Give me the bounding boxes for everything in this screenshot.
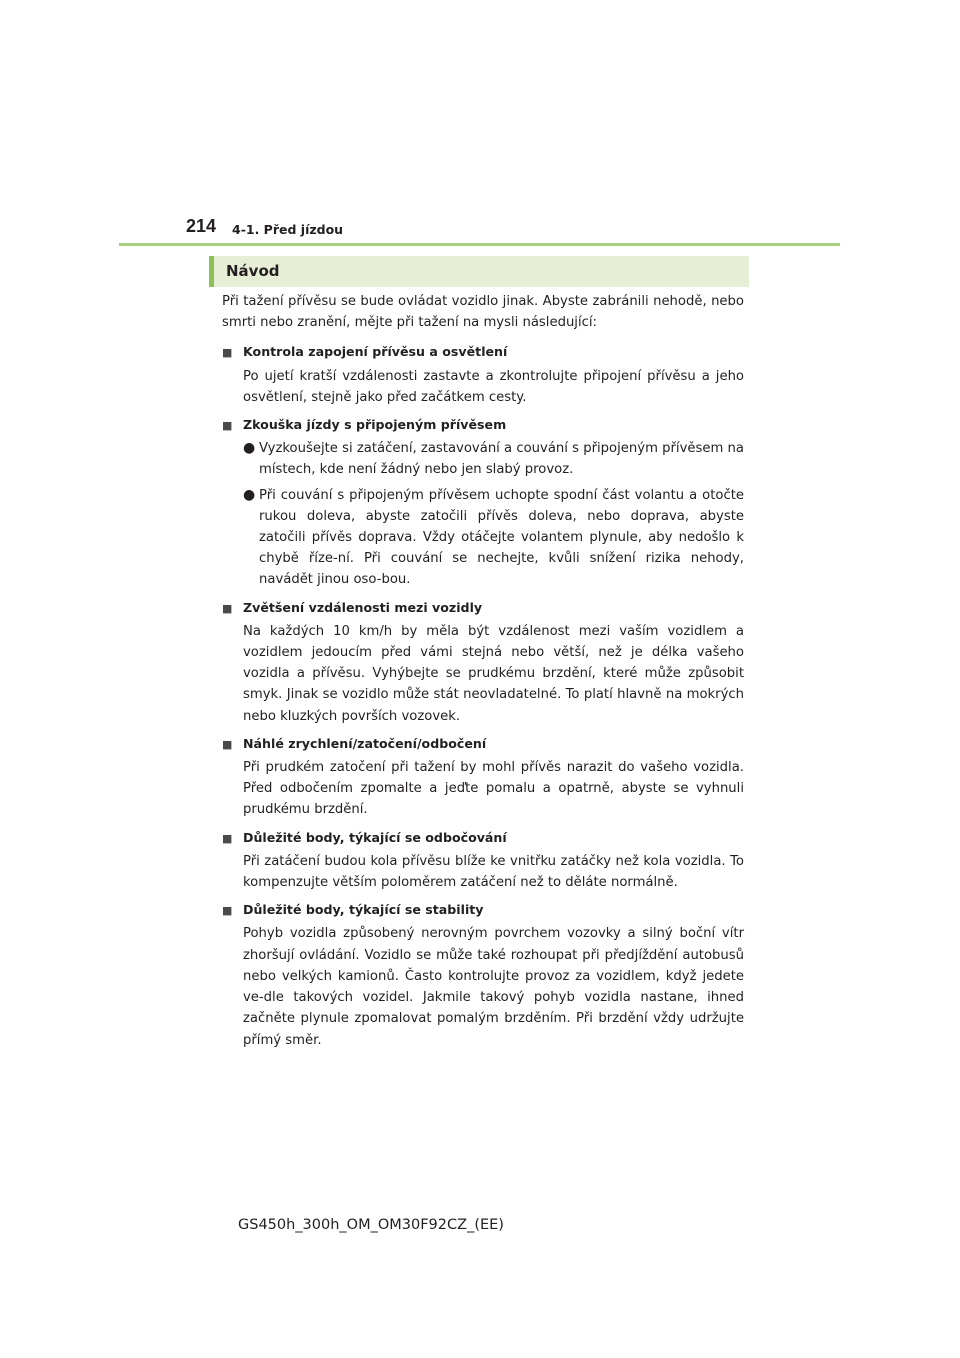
subsection-title: Důležité body, týkající se stability xyxy=(243,902,484,918)
subsection-text: Po ujetí kratší vzdálenosti zastavte a zkontrolujte připojení přívěsu a jeho osvětlení, stejně jako před začátkem cesty. xyxy=(243,368,744,405)
square-bullet-icon: ■ xyxy=(222,831,233,845)
list-item-text: Při couvání s připojeným přívěsem uchopte spodní část volantu a otočte rukou doleva, abyste zatočili přívěs doleva, nebo doprava, abyste zatočili přívěs doprava. Vždy otáčejte volantem plynule, aby nedošlo k chybě říze-ní. Při couvání se nechejte, kvůli snížení rizika nehody, navádět jinou oso-bou. xyxy=(259,487,744,588)
subsection-heading xyxy=(222,597,744,619)
subsection-heading xyxy=(222,899,744,921)
intro-paragraph: Při tažení přívěsu se bude ovládat vozidlo jinak. Abyste zabránili nehodě, nebo smrti nebo zranění, mějte při tažení na mysli následující: xyxy=(222,294,744,331)
square-bullet-icon: ■ xyxy=(222,904,233,918)
document-code: GS450h_300h_OM_OM30F92CZ_(EE) xyxy=(238,1217,504,1233)
square-bullet-icon: ■ xyxy=(222,419,233,433)
section-label: 4-1. Před jízdou xyxy=(232,222,344,237)
subsection-heading xyxy=(222,827,744,849)
subsection-title: Kontrola zapojení přívěsu a osvětlení xyxy=(243,344,508,360)
navod-heading-bar xyxy=(209,256,749,287)
round-bullet-icon: ● xyxy=(243,486,256,503)
navod-heading: Návod xyxy=(226,262,280,280)
list-item xyxy=(243,485,744,591)
square-bullet-icon: ■ xyxy=(222,601,233,615)
subsection-text: Na každých 10 km/h by měla být vzdálenost mezi vaším vozidlem a vozidlem jedoucím před vámi stejná nebo větší, než je délka vašeho vozidla a přívěsu. Vyhýbejte se prudkému brzdění, které může způsobit smyk. Jinak se vozidlo může stát neovladatelné. To platí hlavně na mokrých nebo kluzkých površích vozovek. xyxy=(243,623,744,724)
page-number: 214 xyxy=(186,216,217,236)
list-item xyxy=(243,438,744,480)
round-bullet-icon: ● xyxy=(243,440,256,457)
subsection-text: Při zatáčení budou kola přívěsu blíže ke vnitřku zatáčky než kola vozidla. To kompenzujte větším poloměrem zatáčení než to děláte normálně. xyxy=(243,853,744,891)
subsection-title: Důležité body, týkající se odbočování xyxy=(243,829,507,845)
subsection-text: Pohyb vozidla způsobený nerovným povrchem vozovky a silný boční vítr zhoršují ovládání. Vozidlo se může také rozhoupat při předjíždění autobusů nebo velkých kamionů. Často kontrolujte provoz za vozidlem, když jedete ve-dle takových vozidel. Jakmile takový pohyb vozidla nastane, ihned začněte plynule zpomalovat pomalým brzděním. Při brzdění vždy udržujte přímý směr. xyxy=(243,926,744,1048)
subsection-title: Náhlé zrychlení/zatočení/odbočení xyxy=(243,735,487,751)
header-divider xyxy=(119,243,840,246)
subsection-heading xyxy=(222,733,744,755)
subsection-heading xyxy=(222,414,744,436)
subsection-title: Zvětšení vzdálenosti mezi vozidly xyxy=(243,599,483,615)
main-content xyxy=(222,291,744,1057)
square-bullet-icon: ■ xyxy=(222,346,233,360)
list-item-text: Vyzkoušejte si zatáčení, zastavování a couvání s připojeným přívěsem na místech, kde není žádný nebo jen slabý provoz. xyxy=(259,441,744,478)
subsection-heading xyxy=(222,341,744,363)
subsection-title: Zkouška jízdy s připojeným přívěsem xyxy=(243,417,507,433)
subsection-text: Při prudkém zatočení při tažení by mohl přívěs narazit do vašeho vozidla. Před odbočením zpomalte a jeďte pomalu a opatrně, abyste se vyhnuli prudkému brzdění. xyxy=(243,760,744,818)
square-bullet-icon: ■ xyxy=(222,737,233,751)
